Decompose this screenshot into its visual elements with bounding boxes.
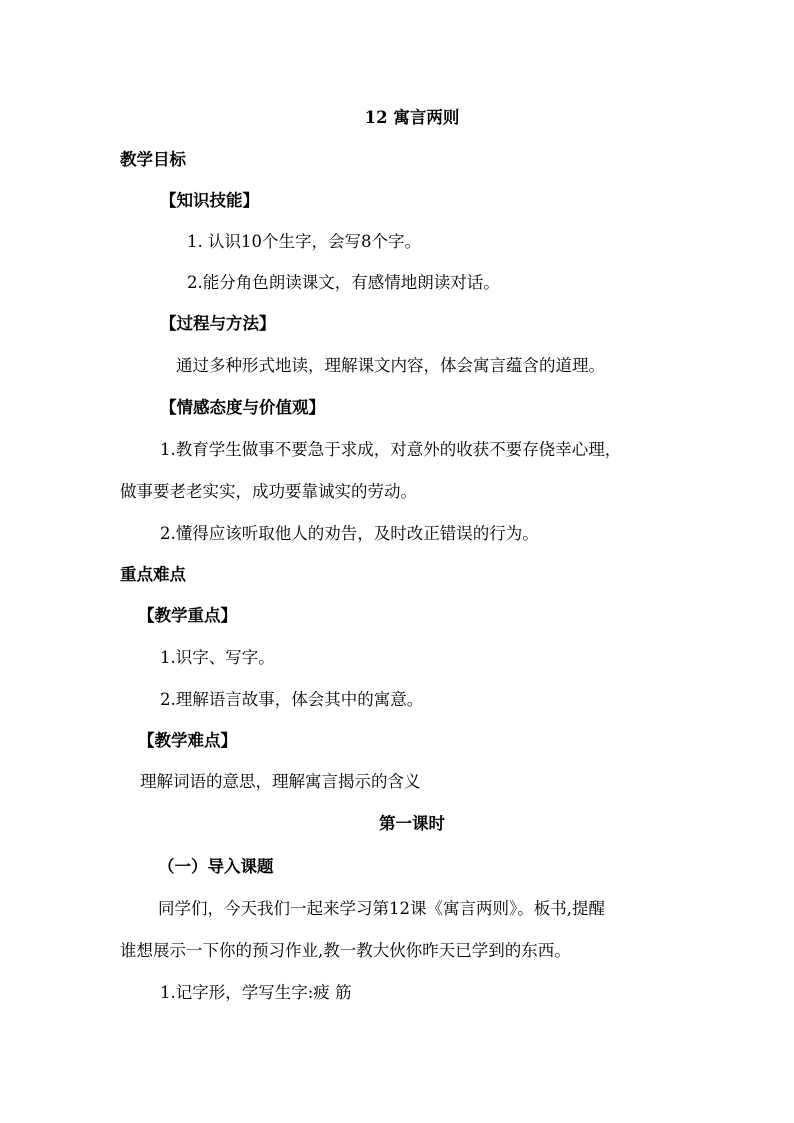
knowledge-heading: 【知识技能】 <box>160 191 259 210</box>
difficulty-text: 理解词语的意思，理解寓言揭示的含义 <box>140 772 421 791</box>
emotion-item-1b: 做事要老老实实，成功要靠诚实的劳动。 <box>120 482 417 501</box>
goals-heading: 教学目标 <box>120 150 186 169</box>
emotion-heading: 【情感态度与价值观】 <box>160 398 325 417</box>
focus-heading: 【教学重点】 <box>138 606 237 625</box>
emotion-item-1a: 1.教育学生做事不要急于求成，对意外的收获不要存侥幸心理， <box>160 440 622 459</box>
page-title: 12 寓言两则 <box>364 108 460 127</box>
difficulty-heading: 【教学难点】 <box>138 731 237 750</box>
intro-text-a: 同学们，今天我们一起来学习第12课《寓言两则》。板书,提醒 <box>158 899 605 918</box>
emotion-item-2: 2.懂得应该听取他人的劝告，及时改正错误的行为。 <box>160 524 539 543</box>
knowledge-item-1: 1. 认识10个生字，会写8个字。 <box>187 232 421 251</box>
lesson-heading: 第一课时 <box>379 814 445 833</box>
focus-item-1: 1.识字、写字。 <box>160 648 275 667</box>
intro-item-1: 1.记字形，学写生字:疲 筋 <box>160 983 352 1002</box>
intro-heading: （一）导入课题 <box>158 857 274 876</box>
process-heading: 【过程与方法】 <box>160 314 276 333</box>
intro-text-b: 谁想展示一下你的预习作业,教一教大伙你昨天已学到的东西。 <box>120 941 571 960</box>
knowledge-item-2: 2.能分角色朗读课文，有感情地朗读对话。 <box>187 273 500 292</box>
key-points-heading: 重点难点 <box>120 565 186 584</box>
focus-item-2: 2.理解语言故事，体会其中的寓意。 <box>160 690 424 709</box>
process-text: 通过多种形式地读，理解课文内容，体会寓言蕴含的道理。 <box>176 356 605 375</box>
